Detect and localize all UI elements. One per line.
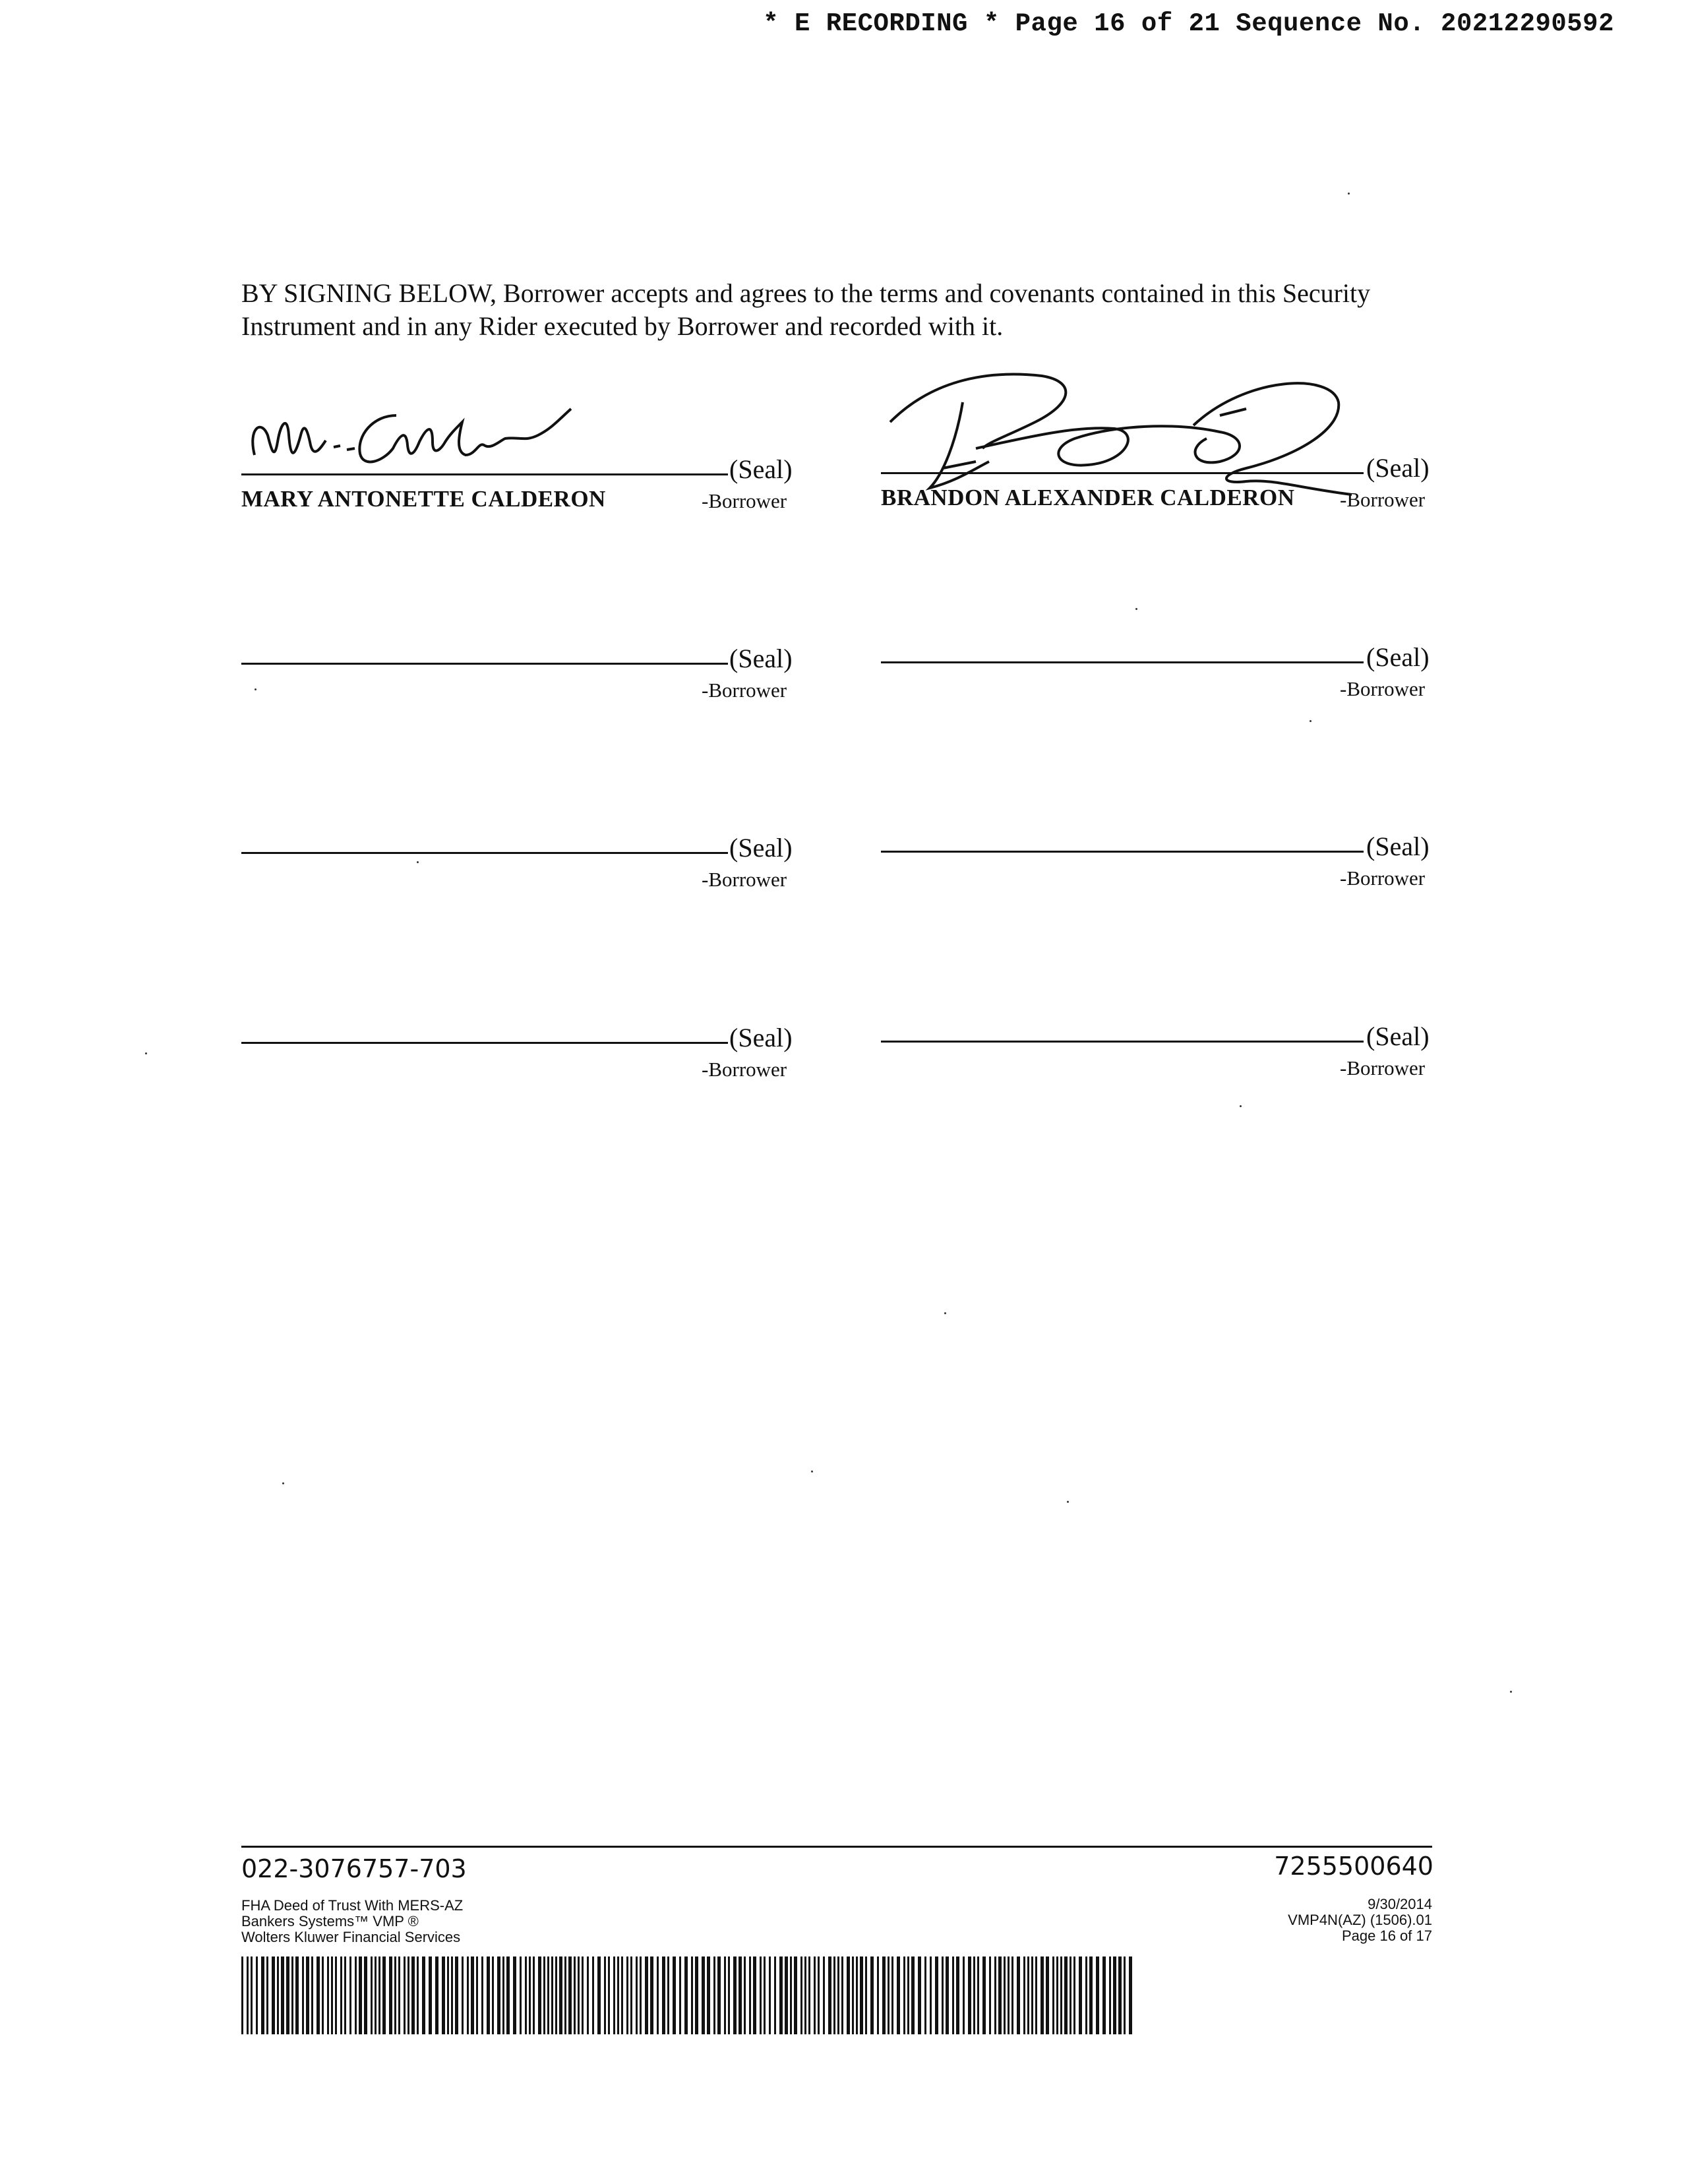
barcode-bar — [327, 1957, 329, 2034]
barcode-bar — [520, 1957, 522, 2034]
form-meta — [1288, 1896, 1432, 1944]
barcode-bar — [630, 1957, 632, 2034]
signer-name: MARY ANTONETTE CALDERON — [241, 486, 606, 512]
barcode-bar — [1064, 1957, 1068, 2034]
barcode-bar — [344, 1957, 346, 2034]
barcode-bar — [977, 1957, 979, 2034]
barcode-bar — [1096, 1957, 1099, 2034]
seal-label: (Seal) — [1366, 453, 1430, 483]
scan-speck — [1067, 1501, 1069, 1503]
barcode-bar — [613, 1957, 615, 2034]
barcode-bar — [837, 1957, 839, 2034]
barcode-bar — [695, 1957, 698, 2034]
barcode-bar — [897, 1957, 900, 2034]
barcode-bar — [963, 1957, 965, 2034]
barcode-bar — [251, 1957, 253, 2034]
barcode-bar — [604, 1957, 606, 2034]
barcode-bar — [1079, 1957, 1082, 2034]
barcode-bar — [1011, 1957, 1013, 2034]
barcode-bar — [804, 1957, 806, 2034]
page-label: Page 16 of 17 — [1341, 1927, 1432, 1944]
barcode-bar — [998, 1957, 1002, 2034]
barcode-bar — [582, 1957, 584, 2034]
barcode-bar — [564, 1957, 566, 2034]
scan-speck — [1348, 193, 1350, 195]
scan-speck — [417, 861, 419, 863]
barcode-bar — [882, 1957, 886, 2034]
barcode-bar — [476, 1957, 478, 2034]
barcode-bar — [823, 1957, 825, 2034]
barcode-bar — [779, 1957, 783, 2034]
barcode-bar — [331, 1957, 333, 2034]
barcode-bar — [568, 1957, 572, 2034]
borrower-role-label: -Borrower — [702, 1058, 787, 1081]
barcode-bar — [349, 1957, 351, 2034]
barcode-bar — [877, 1957, 879, 2034]
barcode-bar — [717, 1957, 721, 2034]
barcode-bar — [640, 1957, 642, 2034]
barcode-bar — [451, 1957, 453, 2034]
barcode-bar — [924, 1957, 926, 2034]
signature-line[interactable] — [241, 473, 728, 475]
barcode-bar — [650, 1957, 653, 2034]
barcode-bar — [679, 1957, 681, 2034]
barcode-bar — [394, 1957, 396, 2034]
barcode-bar — [1017, 1957, 1020, 2034]
barcode-bar — [828, 1957, 831, 2034]
signature-line[interactable] — [881, 472, 1364, 474]
borrower-role-label: -Borrower — [1340, 866, 1426, 890]
scan-speck — [1510, 1691, 1512, 1693]
barcode-bar — [1109, 1957, 1111, 2034]
barcode-bar — [1113, 1957, 1116, 2034]
barcode-bar — [525, 1957, 527, 2034]
barcode-bar — [684, 1957, 688, 2034]
barcode-bar — [256, 1957, 258, 2034]
barcode-bar — [455, 1957, 458, 2034]
barcode-bar — [860, 1957, 863, 2034]
barcode-bar — [422, 1957, 425, 2034]
barcode-bar — [281, 1957, 284, 2034]
signature-line[interactable] — [241, 852, 728, 854]
barcode-bar — [744, 1957, 746, 2034]
barcode-bar — [316, 1957, 320, 2034]
barcode-bar — [918, 1957, 921, 2034]
signature-line[interactable] — [881, 661, 1364, 663]
barcode-bar — [785, 1957, 788, 2034]
barcode-bar — [277, 1957, 279, 2034]
barcode-bar — [547, 1957, 549, 2034]
barcode-bar — [1023, 1957, 1025, 2034]
barcode-bar — [1004, 1957, 1006, 2034]
barcode-bar — [306, 1957, 309, 2034]
barcode-bar — [378, 1957, 380, 2034]
signature-line[interactable] — [241, 663, 728, 665]
barcode-bar — [1031, 1957, 1033, 2034]
scan-speck — [255, 688, 256, 690]
recording-stamp: * E RECORDING * Page 16 of 21 Sequence No. 20212290592 — [763, 9, 1614, 38]
barcode-bar — [621, 1957, 623, 2034]
barcode-bar — [447, 1957, 449, 2034]
barcode-bar — [1102, 1957, 1106, 2034]
scan-speck — [1135, 608, 1137, 610]
barcode-bar — [481, 1957, 483, 2034]
barcode-bar — [769, 1957, 771, 2034]
barcode-bar — [559, 1957, 562, 2034]
form-info — [241, 1898, 463, 1945]
barcode-bar — [355, 1957, 357, 2034]
barcode-bar — [888, 1957, 889, 2034]
barcode-bar — [982, 1957, 986, 2034]
barcode-bar — [1085, 1957, 1087, 2034]
barcode-bar — [574, 1957, 576, 2034]
signature-line[interactable] — [241, 1042, 728, 1044]
barcode-bar — [1124, 1957, 1126, 2034]
barcode-bar — [295, 1957, 299, 2034]
barcode-bar — [657, 1957, 659, 2034]
signature-line[interactable] — [881, 851, 1364, 853]
barcode-bar — [738, 1957, 742, 2034]
barcode-bar — [492, 1957, 494, 2034]
barcode-bar — [247, 1957, 249, 2034]
barcode-bar — [847, 1957, 850, 2034]
barcode-bar — [870, 1957, 874, 2034]
borrower-role-label: -Borrower — [702, 868, 787, 891]
scan-speck — [1240, 1105, 1242, 1107]
barcode-bar — [617, 1957, 619, 2034]
barcode-bar — [968, 1957, 971, 2034]
barcode-bar — [442, 1957, 445, 2034]
barcode-bar — [1073, 1957, 1075, 2034]
barcode-bar — [973, 1957, 975, 2034]
barcode-bar — [543, 1957, 545, 2034]
barcode-bar — [764, 1957, 766, 2034]
barcode-bar — [513, 1957, 516, 2034]
form-title: FHA Deed of Trust With MERS-AZ — [241, 1897, 464, 1914]
barcode-bar — [417, 1957, 419, 2034]
barcode-bar — [989, 1957, 991, 2034]
barcode-bar — [673, 1957, 676, 2034]
barcode-bar — [364, 1957, 367, 2034]
signing-statement: BY SIGNING BELOW, Borrower accepts and agrees to the terms and covenants contained in this Security Instrument and in any Rider executed by Borrower and recorded with it. — [241, 278, 1371, 341]
barcode-bar — [471, 1957, 474, 2034]
seal-label: (Seal) — [729, 1023, 793, 1052]
barcode-bar — [311, 1957, 313, 2034]
barcode-bar — [856, 1957, 858, 2034]
borrower-role-label: -Borrower — [702, 679, 787, 702]
barcode-bar — [467, 1957, 469, 2034]
barcode-bar — [808, 1957, 810, 2034]
barcode-bar — [636, 1957, 638, 2034]
barcode-bar — [335, 1957, 337, 2034]
barcode-bar — [841, 1957, 843, 2034]
barcode-bar — [667, 1957, 669, 2034]
barcode-bar — [1089, 1957, 1093, 2034]
barcode-bar — [272, 1957, 275, 2034]
barcode-bar — [662, 1957, 665, 2034]
scan-speck — [811, 1471, 813, 1472]
barcode-bar — [529, 1957, 531, 2034]
barcode-bar — [375, 1957, 377, 2034]
barcode-bar — [818, 1957, 820, 2034]
barcode-bar — [555, 1957, 557, 2034]
barcode-bar — [266, 1957, 268, 2034]
barcode-bar — [760, 1957, 762, 2034]
barcode-bar — [942, 1957, 944, 2034]
seal-label: (Seal) — [729, 833, 793, 863]
barcode-bar — [302, 1957, 304, 2034]
barcode-bar — [1056, 1957, 1058, 2034]
barcode-bar — [382, 1957, 386, 2034]
barcode-bar — [1046, 1957, 1049, 2034]
scan-speck — [145, 1052, 147, 1054]
barcode-bar — [907, 1957, 909, 2034]
barcode-bar — [1129, 1957, 1132, 2034]
barcode-bar — [903, 1957, 905, 2034]
barcode-bar — [533, 1957, 535, 2034]
barcode-bar — [930, 1957, 932, 2034]
scan-speck — [944, 1312, 946, 1314]
form-date: 9/30/2014 — [1368, 1896, 1432, 1912]
barcode-bar — [952, 1957, 954, 2034]
barcode — [241, 1957, 1134, 2034]
barcode-bar — [865, 1957, 867, 2034]
barcode-bar — [774, 1957, 776, 2034]
barcode-bar — [911, 1957, 915, 2034]
scan-speck — [1310, 720, 1311, 722]
barcode-bar — [411, 1957, 415, 2034]
barcode-bar — [749, 1957, 751, 2034]
borrower-role-label: -Borrower — [1340, 677, 1426, 700]
barcode-bar — [578, 1957, 580, 2034]
barcode-bar — [626, 1957, 628, 2034]
barcode-bar — [707, 1957, 710, 2034]
barcode-bar — [435, 1957, 438, 2034]
barcode-bar — [753, 1957, 756, 2034]
barcode-bar — [1052, 1957, 1054, 2034]
case-number: 7255500640 — [1274, 1852, 1433, 1881]
signature-image-mary — [241, 389, 637, 481]
barcode-bar — [733, 1957, 737, 2034]
barcode-bar — [935, 1957, 938, 2034]
barcode-bar — [724, 1957, 726, 2034]
barcode-bar — [359, 1957, 362, 2034]
barcode-bar — [790, 1957, 792, 2034]
barcode-bar — [506, 1957, 510, 2034]
barcode-bar — [322, 1957, 324, 2034]
barcode-bar — [956, 1957, 959, 2034]
barcode-bar — [1118, 1957, 1122, 2034]
barcode-bar — [645, 1957, 648, 2034]
barcode-bar — [398, 1957, 400, 2034]
barcode-bar — [1035, 1957, 1037, 2034]
barcode-bar — [340, 1957, 342, 2034]
barcode-bar — [261, 1957, 264, 2034]
footer-divider — [241, 1846, 1432, 1848]
borrower-role-label: -Borrower — [1340, 488, 1426, 511]
signer-name: BRANDON ALEXANDER CALDERON — [881, 485, 1295, 510]
barcode-bar — [407, 1957, 409, 2034]
barcode-bar — [389, 1957, 392, 2034]
barcode-bar — [852, 1957, 854, 2034]
seal-label: (Seal) — [1366, 642, 1430, 672]
barcode-bar — [702, 1957, 705, 2034]
scan-speck — [282, 1482, 284, 1484]
barcode-bar — [608, 1957, 610, 2034]
barcode-bar — [429, 1957, 432, 2034]
form-code: VMP4N(AZ) (1506).01 — [1288, 1912, 1432, 1928]
barcode-bar — [241, 1957, 243, 2034]
seal-label: (Seal) — [1366, 1021, 1430, 1051]
barcode-bar — [502, 1957, 504, 2034]
seal-label: (Seal) — [1366, 832, 1430, 861]
barcode-bar — [691, 1957, 693, 2034]
barcode-bar — [538, 1957, 541, 2034]
barcode-bar — [1027, 1957, 1029, 2034]
barcode-bar — [713, 1957, 715, 2034]
barcode-bar — [814, 1957, 816, 2034]
barcode-bar — [1040, 1957, 1044, 2034]
barcode-bar — [286, 1957, 289, 2034]
barcode-bar — [404, 1957, 406, 2034]
barcode-bar — [497, 1957, 500, 2034]
barcode-bar — [1070, 1957, 1071, 2034]
barcode-bar — [371, 1957, 373, 2034]
signature-line[interactable] — [881, 1041, 1364, 1043]
publisher-company: Wolters Kluwer Financial Services — [241, 1929, 461, 1945]
barcode-bar — [1060, 1957, 1062, 2034]
barcode-bar — [1008, 1957, 1010, 2034]
barcode-bar — [800, 1957, 802, 2034]
borrower-role-label: -Borrower — [1340, 1056, 1426, 1079]
publisher-line: Bankers Systems™ VMP ® — [241, 1913, 419, 1929]
barcode-bar — [946, 1957, 949, 2034]
seal-label: (Seal) — [729, 644, 793, 673]
barcode-bar — [291, 1957, 293, 2034]
borrower-role-label: -Borrower — [702, 489, 787, 512]
loan-number: 022-3076757-703 — [241, 1854, 467, 1883]
seal-label: (Seal) — [729, 454, 793, 484]
barcode-bar — [551, 1957, 553, 2034]
barcode-bar — [994, 1957, 996, 2034]
barcode-bar — [592, 1957, 594, 2034]
barcode-bar — [891, 1957, 893, 2034]
barcode-bar — [728, 1957, 730, 2034]
barcode-bar — [487, 1957, 490, 2034]
barcode-bar — [462, 1957, 464, 2034]
barcode-bar — [597, 1957, 601, 2034]
barcode-bar — [587, 1957, 589, 2034]
barcode-bar — [794, 1957, 797, 2034]
barcode-bar — [833, 1957, 835, 2034]
